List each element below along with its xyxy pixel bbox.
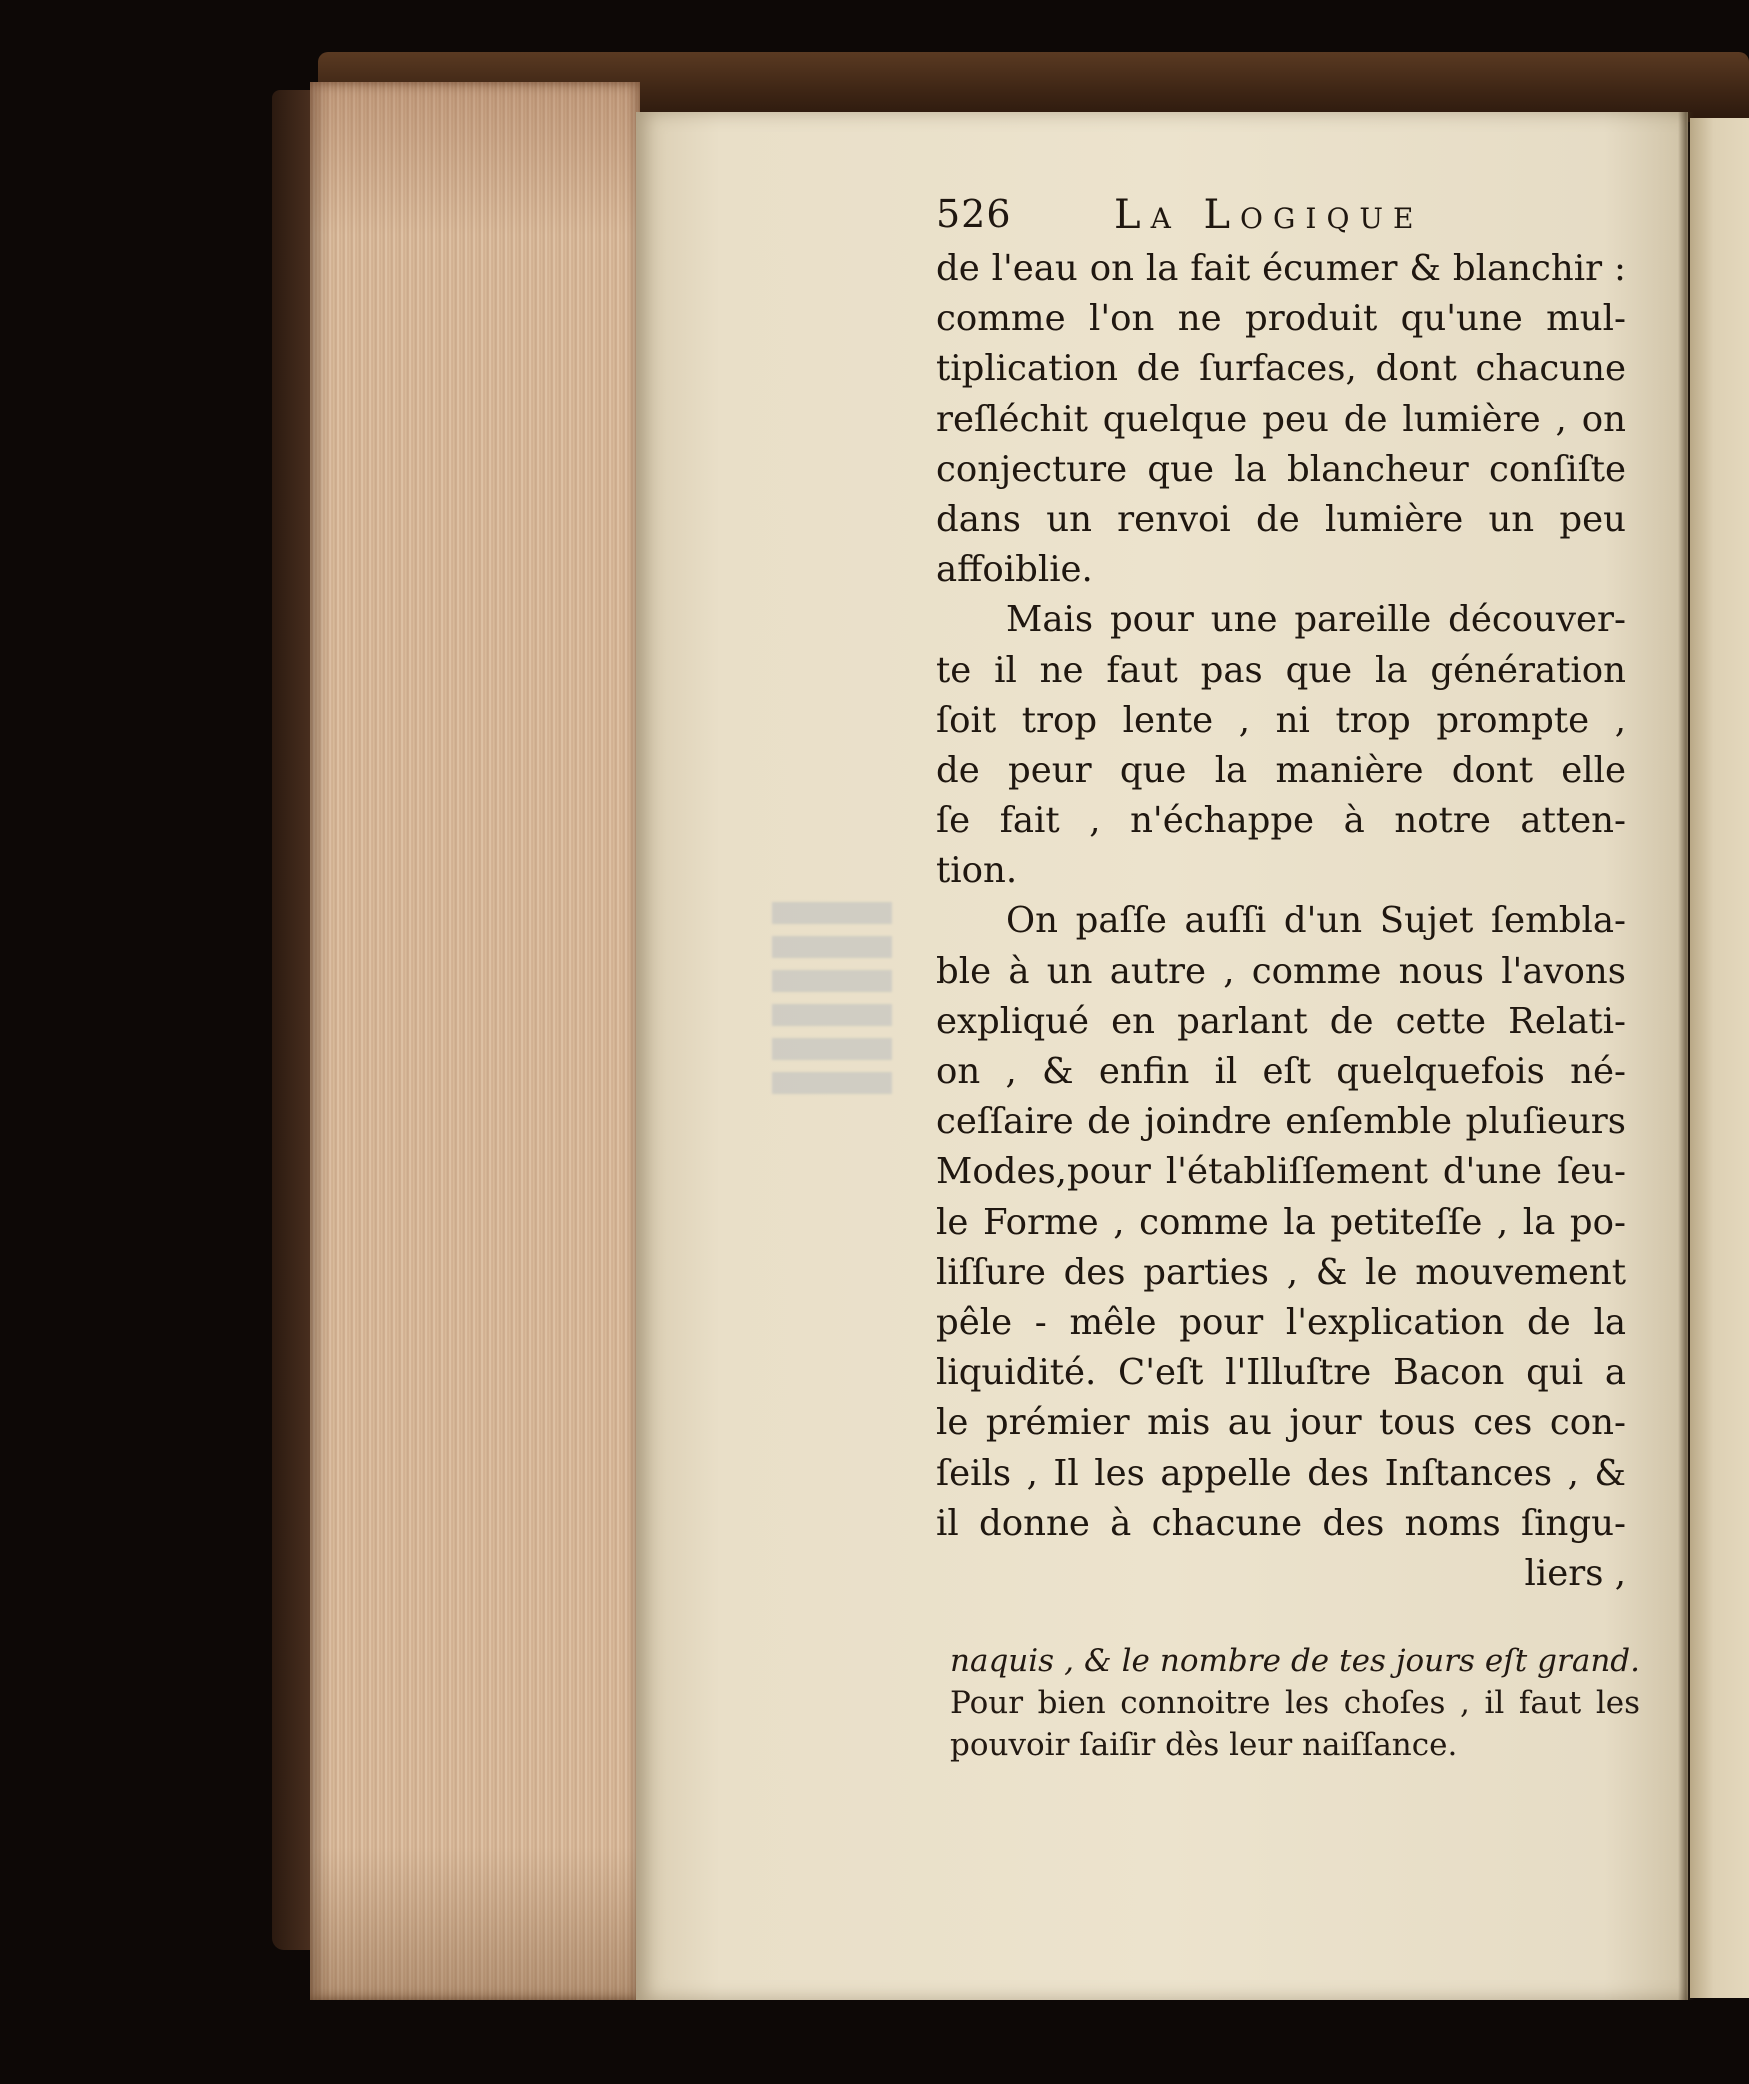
text-line: tion.: [936, 850, 1018, 892]
page-number: 526: [936, 192, 1012, 236]
text-line: ſoit trop lente , ni trop prompte ,: [936, 699, 1626, 741]
text-line: liſſure des parties , & le mouvement: [936, 1251, 1626, 1293]
text-line: le Forme , comme la petiteſſe , la po-: [936, 1201, 1626, 1243]
text-line: ble à un autre , comme nous l'avons: [936, 950, 1626, 992]
text-line: te il ne faut pas que la génération: [936, 649, 1626, 691]
text-line: conjecture que la blancheur conſiſte: [936, 448, 1626, 490]
page-header: [936, 192, 1636, 244]
page-block-edges: [310, 82, 640, 2000]
text-line: de l'eau on la fait écumer & blanchir :: [936, 248, 1626, 289]
text-line: comme l'on ne produit qu'une mul-: [936, 298, 1626, 340]
facing-page-edge: [1690, 118, 1749, 1998]
text-line: ſeils , Il les appelle des Inſtances , &: [936, 1452, 1626, 1494]
text-line: Modes,pour l'établiſſement d'une ſeu-: [936, 1151, 1626, 1193]
text-line: tiplication de ſurfaces, dont chacune: [936, 348, 1626, 390]
text-line: dans un renvoi de lumière un peu: [936, 498, 1626, 540]
bleed-through-marks: [772, 902, 892, 1102]
text-line: liquidité. C'eſt l'Illuſtre Bacon qui a: [936, 1352, 1626, 1394]
text-line: de peur que la manière dont elle: [936, 749, 1626, 791]
catchword: liers ,: [1524, 1552, 1626, 1594]
page-text: [936, 192, 1636, 1599]
text-line: pêle - mêle pour l'explication de la: [936, 1301, 1626, 1343]
text-line: ceſſaire de joindre enſemble pluſieurs: [936, 1101, 1626, 1143]
text-line: on , & enfin il eſt quelquefois né-: [936, 1051, 1626, 1092]
footnote-line: naquis , & le nombre de tes jours eſt grand.: [950, 1643, 1640, 1679]
text-line: reſléchit quelque peu de lumière , on: [936, 398, 1626, 440]
footnote: [950, 1640, 1640, 1766]
text-line: il donne à chacune des noms ſingu-: [936, 1502, 1626, 1544]
text-line: Mais pour une pareille découver-: [1006, 599, 1626, 641]
footnote-line: Pour bien connoitre les choſes , il faut les: [950, 1685, 1640, 1721]
paragraph-3: [936, 896, 1636, 1548]
text-line: expliqué en parlant de cette Relati-: [936, 1000, 1626, 1042]
running-title: La Logique: [1114, 192, 1424, 238]
paragraph-2: [936, 595, 1636, 896]
text-line: affoiblie.: [936, 549, 1093, 591]
text-line: le prémier mis au jour tous ces con-: [936, 1402, 1626, 1444]
text-line: ſe fait , n'échappe à notre atten-: [936, 800, 1626, 842]
paragraph-1: [936, 244, 1636, 595]
footnote-line: pouvoir ſaiſir dès leur naiſſance.: [950, 1727, 1458, 1763]
text-line: On paſſe auſſi d'un Sujet ſembla-: [1006, 900, 1626, 942]
